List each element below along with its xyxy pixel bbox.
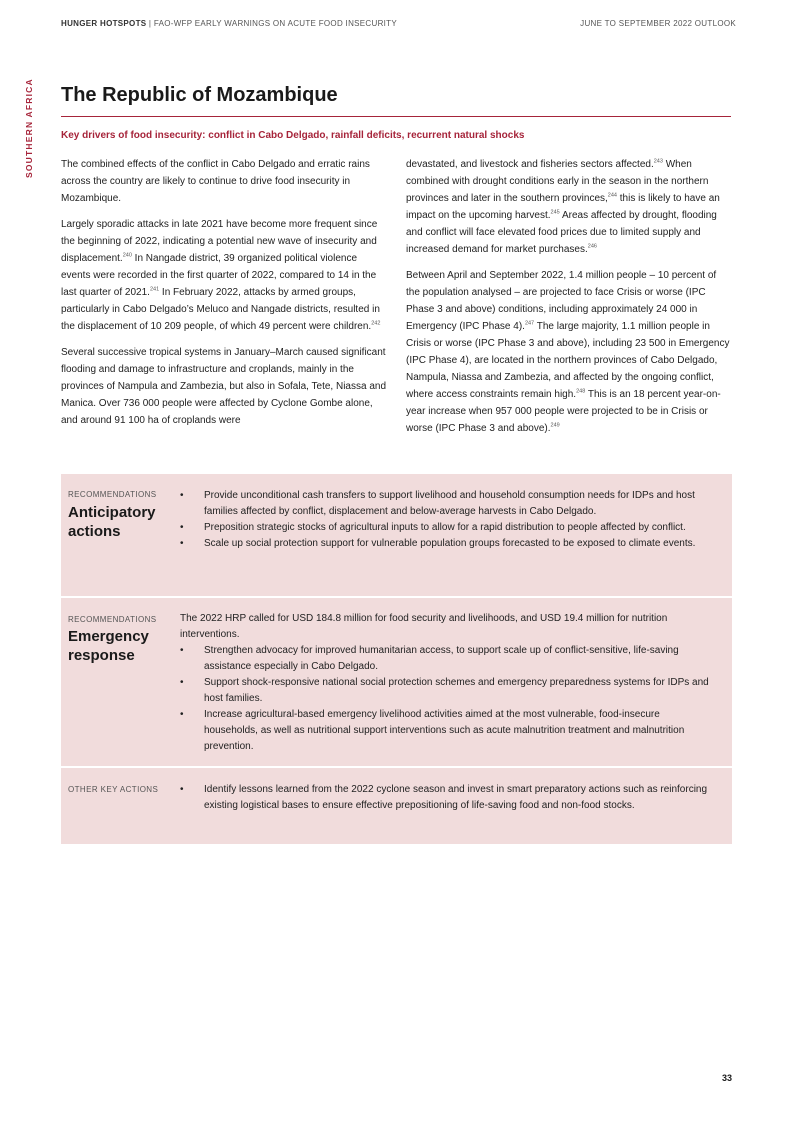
paragraph-text: When combined with drought conditions early in the season in the northern provinces and later in the southern provinces, (406, 159, 709, 204)
footnote-ref: 247 (524, 320, 535, 327)
key-drivers-heading: Key drivers of food insecurity: conflict in Cabo Delgado, rainfall deficits, recurrent natural shocks (61, 130, 525, 141)
footnote-ref: 240 (122, 252, 132, 259)
footnote-ref: 249 (550, 422, 560, 429)
box-category-label: RECOMMENDATIONS (68, 615, 157, 624)
action-text: Preposition strategic stocks of agricultural inputs to allow for a rapid distribution to people affected by conflict. (204, 522, 686, 533)
body-column-right (406, 156, 732, 446)
box-content (180, 782, 713, 814)
footnote-ref: 242 (371, 320, 381, 327)
page-number: 33 (721, 1073, 732, 1083)
body-column-left (61, 156, 387, 438)
title-divider (61, 116, 731, 117)
paragraph (406, 267, 732, 437)
paragraph-text: In February 2022, attacks by armed groups, particularly in Cabo Delgado’s Meluco and Nangade districts, resulted in the displacement of 10 209 people, of which 49 percent were children. (61, 287, 380, 332)
bullet-icon: • (180, 709, 184, 720)
action-list (180, 643, 713, 755)
paragraph-text: Largely sporadic attacks in late 2021 have become more frequent since the beginning of 2022, indicating a potential new wave of insecurity and displacement. (61, 219, 378, 264)
box-content (180, 611, 713, 755)
action-item (180, 536, 713, 552)
bullet-icon: • (180, 490, 184, 501)
footnote-ref: 244 (607, 192, 617, 199)
footnote-ref: 246 (587, 243, 597, 250)
action-item (180, 520, 713, 536)
anticipatory-actions-box (61, 474, 732, 596)
paragraph-text: this is likely to have an impact on the upcoming harvest. (406, 193, 720, 221)
footnote-ref: 248 (576, 388, 586, 395)
bullet-icon: • (180, 784, 184, 795)
footnote-ref: 241 (149, 286, 160, 293)
action-item (180, 643, 713, 675)
bullet-icon: • (180, 522, 184, 533)
box-category-label: RECOMMENDATIONS (68, 490, 157, 499)
header-publication-name: HUNGER HOTSPOTS (61, 19, 147, 28)
footnote-ref: 245 (550, 209, 560, 216)
bullet-icon: • (180, 677, 184, 688)
header-publication (61, 19, 397, 28)
emergency-response-box (61, 598, 732, 766)
box-category-label: OTHER KEY ACTIONS (68, 785, 159, 794)
action-item (180, 782, 713, 814)
action-item (180, 675, 713, 707)
action-text: Provide unconditional cash transfers to support livelihood and household consumption needs for IDPs and host families affected by conflict, displacement and below-average harvests in Cabo Delgado. (204, 490, 695, 517)
paragraph-text: In Nangade district, 39 organized political violence events were recorded in the first quarter of 2022, compared to 14 in the last quarter of 2021. (61, 253, 377, 298)
paragraph-text: Areas affected by drought, flooding and conflict will face elevated food prices due to limited supply and increased demand for market purchases. (406, 210, 717, 255)
paragraph-text: The large majority, 1.1 million people in Crisis or worse (IPC Phase 3 and above), including 23 500 in Emergency (IPC Phase 4), are located in the northern provinces of Cabo Delgado, Nampula, Niassa and Zambezia, and affected by the ongoing conflict, where access constraints remain high. (406, 321, 730, 400)
action-list (180, 488, 713, 552)
page-title: The Republic of Mozambique (61, 84, 338, 106)
action-text: Support shock-responsive national social protection schemes and emergency preparedness systems for IDPs and host families. (204, 677, 709, 704)
paragraph: Several successive tropical systems in January–March caused significant flooding and damage to infrastructure and croplands, mainly in the provinces of Nampula and Zambezia, but also in Sofala, Tete, Niassa and Manica. Over 736 000 people were affected by Cyclone Gombe alone, and around 91 100 ha of croplands were (61, 347, 386, 426)
bullet-icon: • (180, 645, 184, 656)
paragraph-text: This is an 18 percent year-on-year increase when 957 000 people were projected to be in Crisis or worse (IPC Phase 3 and above). (406, 389, 721, 434)
paragraph (406, 156, 732, 258)
paragraph (61, 216, 387, 335)
other-key-actions-box (61, 768, 732, 844)
action-list (180, 782, 713, 814)
box-intro: The 2022 HRP called for USD 184.8 million for food security and livelihoods, and USD 19.4 million for nutrition interventions. (180, 613, 668, 640)
box-content (180, 488, 713, 552)
action-item (180, 707, 713, 755)
header-outlook-period: JUNE TO SEPTEMBER 2022 OUTLOOK (580, 19, 736, 28)
header-publication-subtitle: | FAO-WFP EARLY WARNINGS ON ACUTE FOOD INSECURITY (146, 19, 397, 28)
action-item (180, 488, 713, 520)
region-side-label: SOUTHERN AFRICA (24, 78, 34, 178)
paragraph-text: devastated, and livestock and fisheries sectors affected. (406, 159, 654, 170)
action-text: Scale up social protection support for vulnerable population groups forecasted to be exposed to climate events. (204, 538, 696, 549)
action-text: Increase agricultural-based emergency livelihood activities aimed at the most vulnerable, food-insecure households, as well as nutritional support interventions such as acute malnutrition treatment and malnutrition prevention. (204, 709, 685, 752)
paragraph: The combined effects of the conflict in Cabo Delgado and erratic rains across the country are likely to continue to drive food insecurity in Mozambique. (61, 159, 370, 204)
action-text: Identify lessons learned from the 2022 cyclone season and invest in smart preparatory actions such as reinforcing existing logistical bases to ensure effective prepositioning of life-saving food and non-food stocks. (204, 784, 708, 811)
box-heading: Emergency response (68, 628, 149, 664)
action-text: Strengthen advocacy for improved humanitarian access, to support scale up of conflict-sensitive, life-saving assistance especially in Cabo Delgado. (204, 645, 679, 672)
paragraph-text: Between April and September 2022, 1.4 million people – 10 percent of the population analysed – are projected to face Crisis or worse (IPC Phase 3 and above) conditions, including approximately 24 000 in Emergency (IPC Phase 4). (406, 270, 717, 332)
bullet-icon: • (180, 538, 184, 549)
box-heading: Anticipatory actions (68, 504, 156, 540)
footnote-ref: 243 (653, 158, 663, 165)
